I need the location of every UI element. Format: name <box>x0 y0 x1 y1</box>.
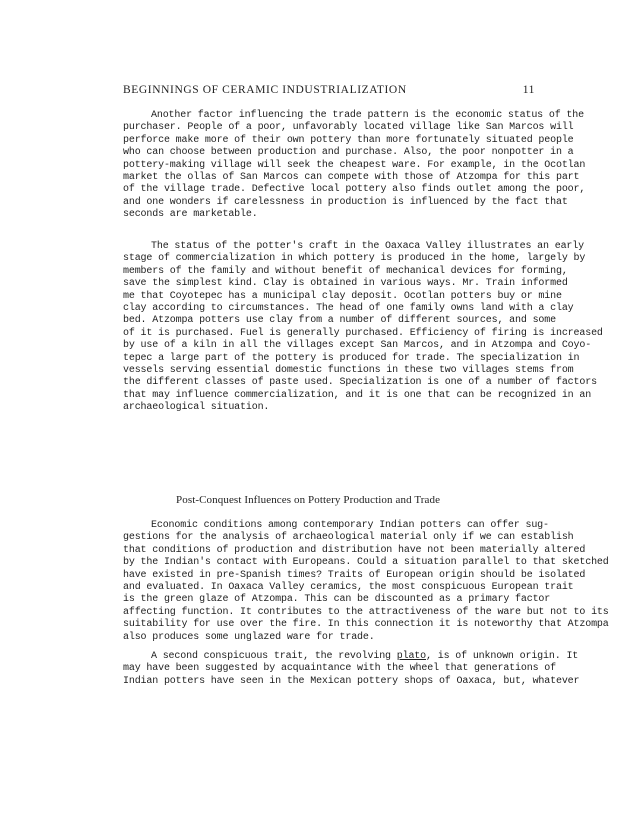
text-line: save the simplest kind. Clay is obtained in various ways. Mr. Train informed <box>123 278 568 290</box>
text-line: Economic conditions among contemporary Indian potters can offer sug- <box>151 520 549 531</box>
text-line: that may influence commercialization, and it is one that can be recognized in an <box>123 389 592 401</box>
text-line: have existed in pre-Spanish times? Traits of European origin should be isolated <box>123 569 586 581</box>
text-line: of the village trade. Defective local pottery also finds outlet among the poor, <box>123 184 586 196</box>
text-line: vessels serving essential domestic functions in these two villages stems from <box>123 364 574 376</box>
text-line: is the green glaze of Atzompa. This can be discounted as a primary factor <box>123 594 551 606</box>
text-line <box>123 651 579 663</box>
text-line: by use of a kiln in all the villages except San Marcos, and in Atzompa and Coyo- <box>123 340 592 352</box>
text-line: me that Coyotepec has a municipal clay deposit. Ocotlan potters buy or mine <box>123 290 562 302</box>
text-line: stage of commercialization in which pottery is produced in the home, largely by <box>123 253 586 265</box>
text-line: bed. Atzompa potters use clay from a number of different sources, and some <box>123 315 556 327</box>
text-line: clay according to circumstances. The head of one family owns land with a clay <box>123 302 574 314</box>
text-run: A second conspicuous trait, the revolving <box>151 651 397 662</box>
text-line: pottery-making village will seek the cheapest ware. For example, in the Ocotlan <box>123 159 586 171</box>
running-title: BEGINNINGS OF CERAMIC INDUSTRIALIZATION <box>123 84 407 96</box>
text-line: The status of the potter's craft in the Oaxaca Valley illustrates an early <box>151 241 584 252</box>
text-line: suitability for use over the fire. In this connection it is noteworthy that Atzompa <box>123 619 609 631</box>
page-header <box>123 84 535 96</box>
text-line: and one wonders if carelessness in production is influenced by the fact that <box>123 196 568 208</box>
text-line: members of the family and without benefit of mechanical devices for forming, <box>123 265 568 277</box>
text-line: also produces some unglazed ware for trade. <box>123 631 375 643</box>
text-line: the different classes of paste used. Specialization is one of a number of factors <box>123 377 597 389</box>
text-line: Another factor influencing the trade pattern is the economic status of the <box>151 110 584 121</box>
text-line: may have been suggested by acquaintance with the wheel that generations of <box>123 663 556 675</box>
text-line: archaeological situation. <box>123 402 270 414</box>
text-line: seconds are marketable. <box>123 209 258 221</box>
paragraph-trade-pattern <box>123 110 586 222</box>
text-line: of it is purchased. Fuel is generally purchased. Efficiency of firing is increased <box>123 327 603 339</box>
text-line: affecting function. It contributes to the attractiveness of the ware but not to its <box>123 606 609 618</box>
paragraph-revolving-plato <box>123 651 580 688</box>
text-line: and evaluated. In Oaxaca Valley ceramics, the most conspicuous European trait <box>123 581 574 593</box>
text-line: tepec a large part of the pottery is produced for trade. The specialization in <box>123 352 580 364</box>
section-heading: Post-Conquest Influences on Pottery Production and Trade <box>176 494 441 506</box>
text-line: purchaser. People of a poor, unfavorably located village like San Marcos will <box>123 122 574 134</box>
text-line: who can choose between production and purchase. Also, the poor nonpotter in a <box>123 147 574 159</box>
text-line: market the ollas of San Marcos can compete with those of Atzompa for this part <box>123 171 580 183</box>
underlined-term: plato <box>396 651 427 662</box>
text-line: perforce make more of their own pottery than more fortunately situated people <box>123 134 574 146</box>
page-number: 11 <box>522 84 535 96</box>
paragraph-potters-craft <box>123 241 603 414</box>
paragraph-economic-conditions <box>123 520 609 644</box>
text-line: gestions for the analysis of archaeological material only if we can establish <box>123 532 574 544</box>
text-line: Indian potters have seen in the Mexican pottery shops of Oaxaca, but, whatever <box>123 675 580 687</box>
text-line: that conditions of production and distribution have not been materially altered <box>123 544 586 556</box>
text-line: by the Indian's contact with Europeans. Could a situation parallel to that sketched <box>123 557 609 569</box>
text-run: , is of unknown origin. It <box>426 651 579 662</box>
